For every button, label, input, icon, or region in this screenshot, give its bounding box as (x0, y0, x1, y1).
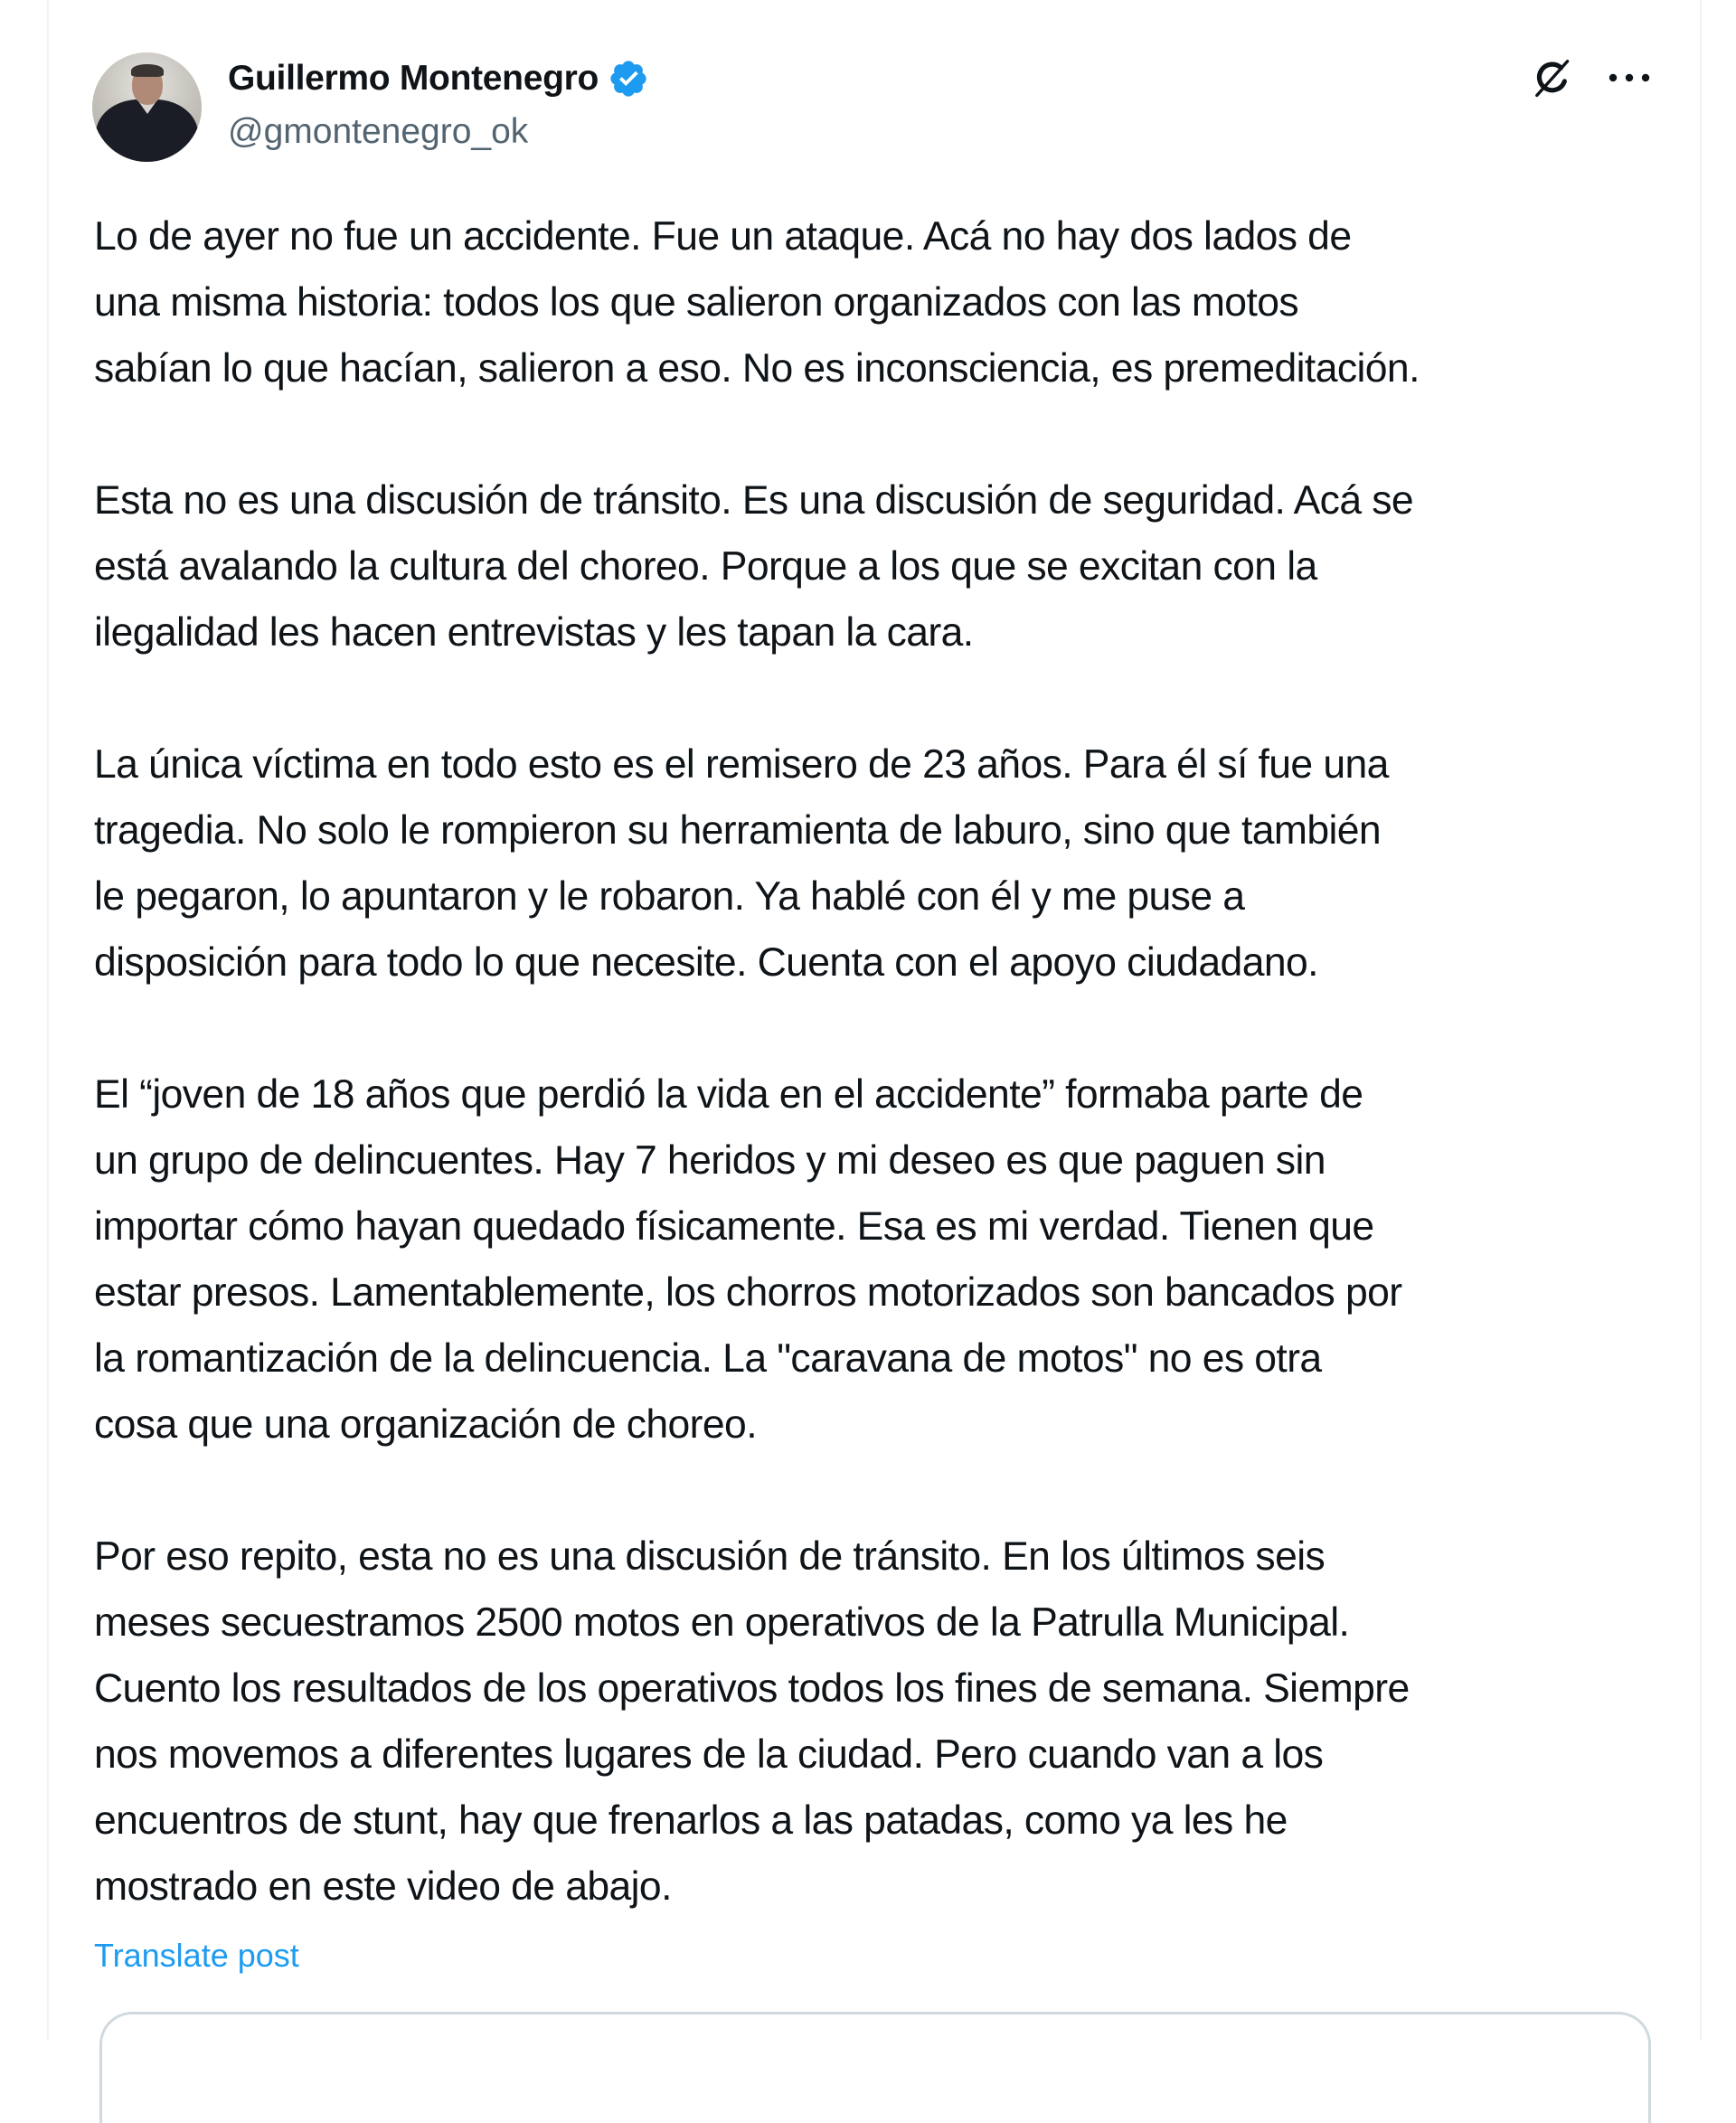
post-body (94, 203, 1685, 1920)
embedded-media-card[interactable] (99, 2012, 1651, 2123)
post-line: encuentros de stunt, hay que frenarlos a las patadas, como ya les he (94, 1798, 1288, 1843)
post-paragraph-1 (94, 203, 1685, 401)
post-paragraph-4 (94, 1062, 1685, 1458)
post-line: le pegaron, lo apuntaron y le robaron. Ya hablé con él y me puse a (94, 874, 1245, 919)
grok-button[interactable] (1528, 54, 1579, 105)
verified-badge-icon[interactable] (608, 58, 649, 99)
post-line: tragedia. No solo le rompieron su herramienta de laburo, sino que también (94, 808, 1382, 853)
post-paragraph-3 (94, 731, 1685, 995)
post-line: una misma historia: todos los que salieron organizados con las motos (94, 280, 1299, 325)
post-paragraph-2 (94, 467, 1685, 665)
post-line: meses secuestramos 2500 motos en operativos de la Patrulla Municipal. (94, 1600, 1350, 1645)
post-line: está avalando la cultura del choreo. Porque a los que se excitan con la (94, 544, 1317, 589)
author-handle[interactable]: @gmontenegro_ok (228, 112, 529, 151)
post-line: Esta no es una discusión de tránsito. Es una discusión de seguridad. Acá se (94, 478, 1414, 523)
post-line: estar presos. Lamentablemente, los chorros motorizados son bancados por (94, 1270, 1402, 1315)
translate-post-link[interactable]: Translate post (94, 1937, 299, 1974)
avatar-hair-shape (131, 64, 164, 77)
post-paragraph-5 (94, 1524, 1685, 1920)
grok-icon (1530, 54, 1577, 106)
post-line: un grupo de delincuentes. Hay 7 heridos y mi deseo es que paguen sin (94, 1138, 1326, 1183)
post-line: Cuento los resultados de los operativos todos los fines de semana. Siempre (94, 1666, 1410, 1711)
post-line: mostrado en este video de abajo. (94, 1864, 672, 1909)
post-line: disposición para todo lo que necesite. Cuenta con el apoyo ciudadano. (94, 940, 1318, 985)
post-line: ilegalidad les hacen entrevistas y les tapan la cara. (94, 610, 974, 655)
author-name-row[interactable] (228, 56, 649, 101)
more-options-button[interactable] (1600, 54, 1658, 105)
post-line: El “joven de 18 años que perdió la vida en el accidente” formaba parte de (94, 1072, 1363, 1117)
post-line: nos movemos a diferentes lugares de la ciudad. Pero cuando van a los (94, 1732, 1324, 1777)
avatar[interactable] (92, 52, 202, 162)
post-line: la romantización de la delincuencia. La "caravana de motos" no es otra (94, 1336, 1322, 1381)
author-display-name[interactable]: Guillermo Montenegro (228, 59, 599, 98)
more-horizontal-icon (1608, 71, 1651, 90)
post-line: La única víctima en todo esto es el remisero de 23 años. Para él sí fue una (94, 742, 1389, 787)
post-line: Lo de ayer no fue un accidente. Fue un ataque. Acá no hay dos lados de (94, 214, 1352, 259)
post-line: importar cómo hayan quedado físicamente. Esa es mi verdad. Tienen que (94, 1204, 1374, 1249)
post-line: sabían lo que hacían, salieron a eso. No es inconsciencia, es premeditación. (94, 346, 1420, 391)
post-line: Por eso repito, esta no es una discusión de tránsito. En los últimos seis (94, 1534, 1326, 1579)
post-line: cosa que una organización de choreo. (94, 1402, 757, 1447)
